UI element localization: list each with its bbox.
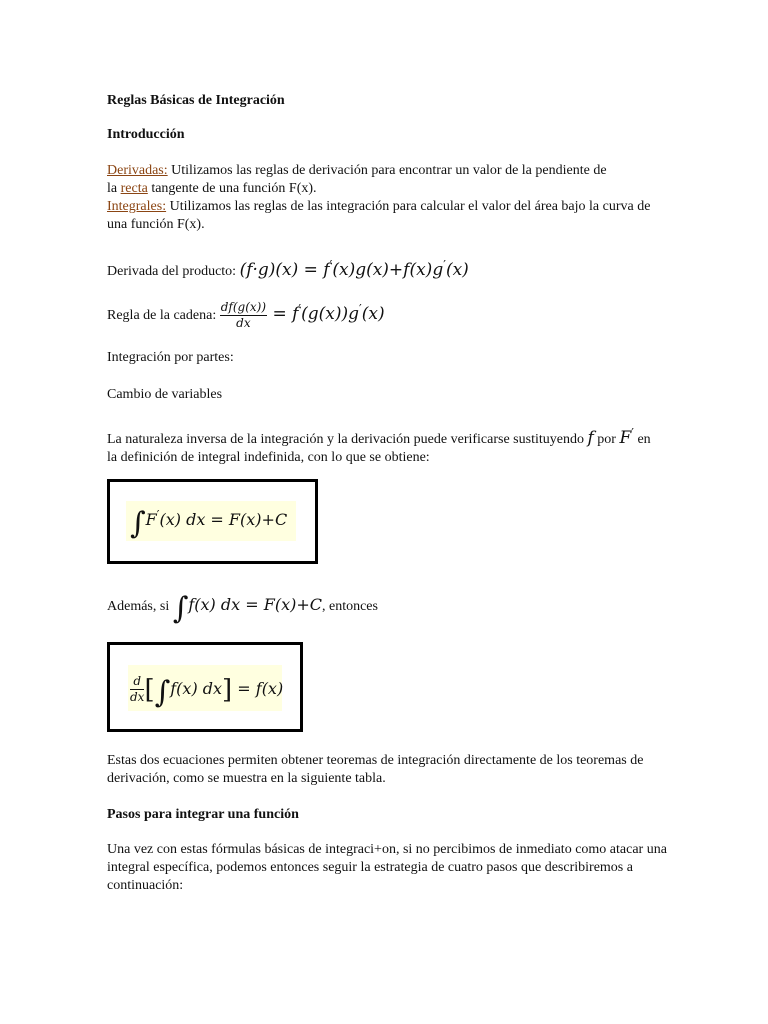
una-vez-text-3: continuación: xyxy=(107,878,184,893)
formula-box-2 xyxy=(107,642,303,732)
cambio-text: Cambio de variables xyxy=(107,387,223,402)
cadena-den: dx xyxy=(236,315,251,330)
cadena-line xyxy=(107,294,707,331)
cadena-formula xyxy=(220,299,385,330)
producto-prime-1: ′ xyxy=(329,258,333,272)
naturaleza-F: F xyxy=(619,428,632,448)
integrales-text-2: una función F(x). xyxy=(107,217,205,232)
cadena-prime-2: ′ xyxy=(359,302,362,316)
box2-fraction xyxy=(130,675,144,704)
naturaleza-paragraph xyxy=(107,424,677,467)
ademas-formula xyxy=(172,591,322,626)
producto-formula-b: (x)g(x)+f(x)g xyxy=(332,260,444,280)
cadena-formula-b: (g(x))g xyxy=(301,304,360,324)
integrales-text: Utilizamos las reglas de las integración para calcular el valor del área bajo la curva de xyxy=(166,199,651,214)
estas-paragraph xyxy=(107,752,667,788)
derivadas-link[interactable]: Derivadas: xyxy=(107,163,168,178)
box1-integral-sign: ∫ xyxy=(130,506,146,541)
producto-line xyxy=(107,256,707,281)
estas-text-2: derivación, como se muestra en la siguiente tabla. xyxy=(107,771,386,786)
box1-rest: (x) dx = F(x)+C xyxy=(159,510,288,529)
formula-box-1 xyxy=(107,479,318,564)
derivadas-text-2b: tangente de una función F(x). xyxy=(147,181,317,196)
producto-label: Derivada del producto: xyxy=(107,264,240,279)
una-vez-text-1: Una vez con estas fórmulas básicas de integraci+on, si no percibimos de inmediato como atacar una xyxy=(107,842,667,857)
naturaleza-f: f xyxy=(587,428,594,448)
producto-formula-a: (f·g)(x) = f xyxy=(239,260,330,280)
cadena-num: df(g(x)) xyxy=(220,299,267,314)
derivadas-text-2a: la xyxy=(107,181,121,196)
partes-text: Integración por partes: xyxy=(107,350,234,365)
pasos-heading: Pasos para integrar una función xyxy=(107,807,299,822)
box2-den: dx xyxy=(130,690,145,704)
formula-box-1-content xyxy=(130,506,288,541)
producto-formula xyxy=(240,260,469,280)
naturaleza-text-2: la definición de integral indefinida, con lo que se obtiene: xyxy=(107,450,430,465)
ademas-tail: , entonces xyxy=(321,599,378,614)
naturaleza-prime: ′ xyxy=(631,426,634,440)
una-vez-text-2: integral específica, podemos entonces seguir la estrategia de cuatro pasos que describiremos a xyxy=(107,860,633,875)
box2-open-bracket: [ xyxy=(144,675,155,705)
recta-link[interactable]: recta xyxy=(120,181,148,196)
cadena-formula-a: = f xyxy=(272,304,299,324)
naturaleza-Fprime xyxy=(619,428,634,448)
cadena-label: Regla de la cadena: xyxy=(107,308,220,323)
derivadas-text: Utilizamos las reglas de derivación para encontrar un valor de la pendiente de xyxy=(167,163,607,178)
intro-heading: Introducción xyxy=(107,127,185,142)
naturaleza-text-1: La naturaleza inversa de la integración y la derivación puede verificarse sustituyendo xyxy=(107,432,588,447)
estas-text-1: Estas dos ecuaciones permiten obtener teoremas de integración directamente de los teoremas de xyxy=(107,753,644,768)
producto-prime-2: ′ xyxy=(443,258,446,272)
derivadas-paragraph xyxy=(107,162,667,234)
cadena-prime-1: ′ xyxy=(298,302,302,316)
box2-integral-sign: ∫ xyxy=(154,675,171,710)
producto-formula-c: (x) xyxy=(445,260,469,280)
formula-box-2-content xyxy=(130,674,284,710)
naturaleza-por: por xyxy=(593,432,620,447)
integrales-link[interactable]: Integrales: xyxy=(107,199,167,214)
box1-prime: ′ xyxy=(156,508,160,522)
ademas-line xyxy=(107,590,707,626)
una-vez-paragraph xyxy=(107,841,687,895)
ademas-integral-sign: ∫ xyxy=(172,591,189,626)
ademas-label: Además, si xyxy=(107,599,173,614)
box2-inner: f(x) dx xyxy=(170,679,223,698)
box2-close-bracket: ] xyxy=(222,675,233,705)
page-title: Reglas Básicas de Integración xyxy=(107,93,285,108)
cadena-fraction xyxy=(220,301,267,330)
box1-F: F xyxy=(145,510,157,529)
box2-num: d xyxy=(130,675,144,690)
cadena-formula-c: (x) xyxy=(361,304,385,324)
ademas-formula-text: f(x) dx = F(x)+C xyxy=(188,595,322,614)
box2-rest: = f(x) xyxy=(232,679,284,698)
naturaleza-en: en xyxy=(633,432,651,447)
